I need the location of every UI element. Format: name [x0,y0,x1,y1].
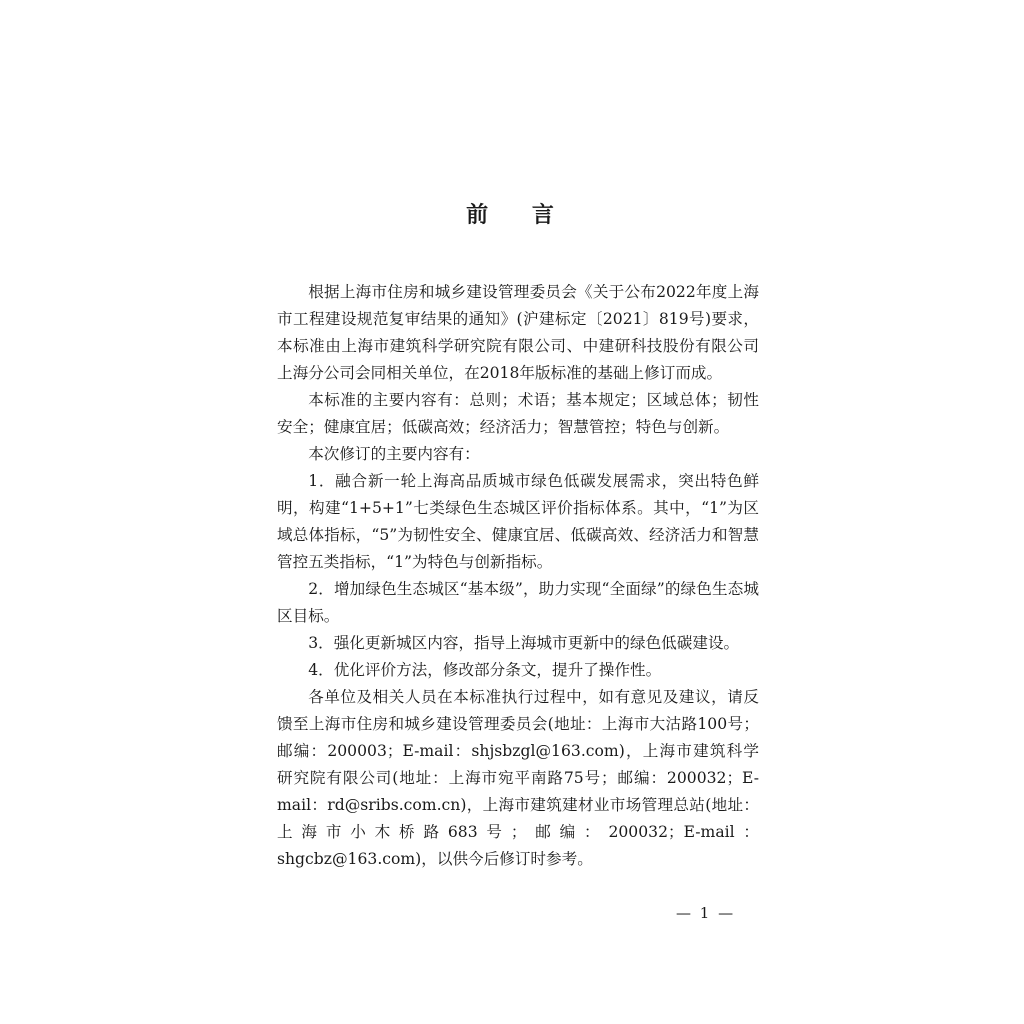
paragraph-feedback: 各单位及相关人员在本标准执行过程中，如有意见及建议，请反馈至上海市住房和城乡建设管理委员会(地址：上海市大沽路100号；邮编：200003；E-mail：shjsbzgl@163.com)，上海市建筑科学研究院有限公司(地址：上海市宛平南路75号；邮编：200032；E-mail：rd@sribs.com.cn)，上海市建筑建材业市场管理总站(地址：上海市小木桥路683号；邮编：200032；E-mail：shgcbz@163.com)，以供今后修订时参考。 [277,688,759,868]
revision-item-1: 1．融合新一轮上海高品质城市绿色低碳发展需求，突出特色鲜明，构建“1+5+1”七类绿色生态城区评价指标体系。其中，“1”为区域总体指标，“5”为韧性安全、健康宜居、低碳高效、经济活力和智慧管控五类指标，“1”为特色与创新指标。 [277,472,759,571]
paragraph-contents: 本标准的主要内容有：总则；术语；基本规定；区域总体；韧性安全；健康宜居；低碳高效；经济活力；智慧管控；特色与创新。 [277,391,759,436]
revision-item-3: 3．强化更新城区内容，指导上海城市更新中的绿色低碳建设。 [308,634,740,652]
revision-item-4: 4．优化评价方法，修改部分条文，提升了操作性。 [308,661,662,679]
document-body [277,279,759,873]
paragraph-revision-intro: 本次修订的主要内容有： [308,445,480,463]
page-title: 前 言 [466,203,572,228]
page-number: — 1 — [676,904,736,922]
paragraph-basis: 根据上海市住房和城乡建设管理委员会《关于公布2022年度上海市工程建设规范复审结果的通知》(沪建标定〔2021〕819号)要求，本标准由上海市建筑科学研究院有限公司、中建研科技股份有限公司上海分公司会同相关单位，在2018年版标准的基础上修订而成。 [277,283,759,382]
revision-item-2: 2．增加绿色生态城区“基本级”，助力实现“全面绿”的绿色生态城区目标。 [277,580,759,625]
